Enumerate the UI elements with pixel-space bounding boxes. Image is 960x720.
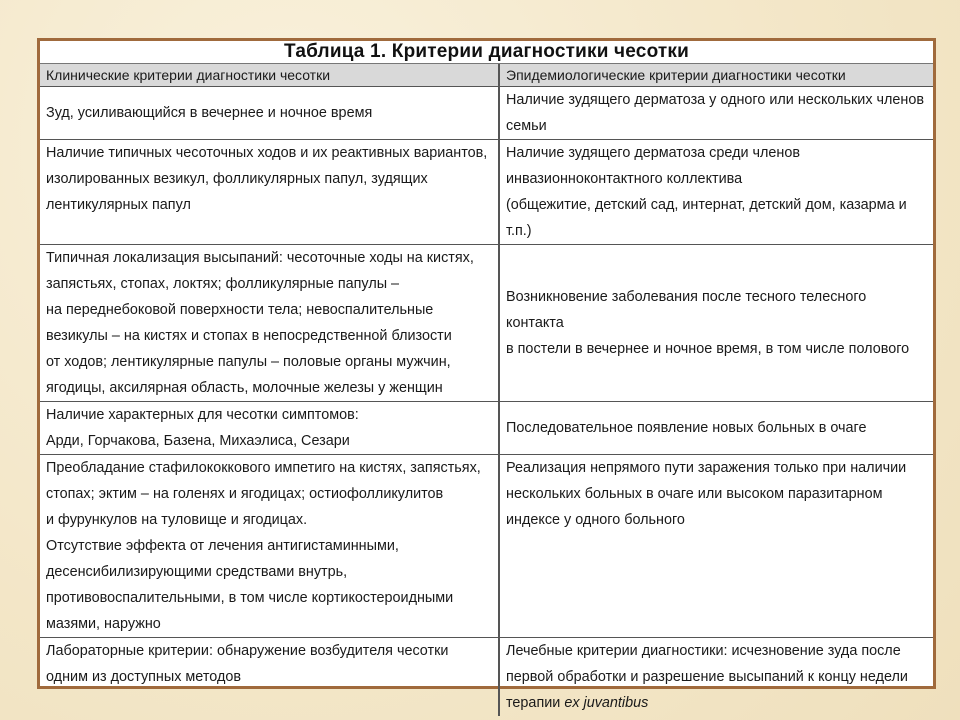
table-row [40, 140, 933, 245]
clinical-cell: Наличие характерных для чесотки симптомов: Арди, Горчакова, Базена, Михаэлиса, Сезари [40, 402, 499, 455]
clinical-cell: Зуд, усиливающийся в вечернее и ночное время [40, 87, 499, 140]
header-clinical: Клинические критерии диагностики чесотки [40, 64, 499, 87]
table-row [40, 638, 933, 717]
table-row [40, 245, 933, 402]
ex-juvantibus-text: ex juvantibus [564, 695, 649, 711]
criteria-table [40, 64, 933, 716]
clinical-cell: Лабораторные критерии: обнаружение возбудителя чесотки одним из доступных методов [40, 638, 499, 717]
treatment-criteria-text: Лечебные критерии диагностики: исчезновение зуда после первой обработки и разрешение высыпаний к концу недели терапии [506, 643, 908, 711]
table-row [40, 402, 933, 455]
epidemiological-cell: Наличие зудящего дерматоза среди членов инвазионноконтактного коллектива (общежитие, детский сад, интернат, детский дом, казарма и т.п.) [499, 140, 933, 245]
table-row [40, 455, 933, 638]
epidemiological-cell: Реализация непрямого пути заражения только при наличии нескольких больных в очаге или высоком паразитарном индексе у одного больного [499, 455, 933, 638]
header-epidemiological: Эпидемиологические критерии диагностики чесотки [499, 64, 933, 87]
epidemiological-cell [499, 638, 933, 717]
clinical-cell: Типичная локализация высыпаний: чесоточные ходы на кистях, запястьях, стопах, локтях; фолликулярные папулы – на переднебоковой поверхности тела; невоспалительные везикулы – на кистях и стопах в непосредственной близости от ходов; лентикулярные папулы – половые органы мужчин, ягодицы, аксилярная область, молочные железы у женщин [40, 245, 499, 402]
epidemiological-cell: Возникновение заболевания после тесного телесного контакта в постели в вечернее и ночное время, в том числе полового [499, 245, 933, 402]
clinical-cell: Наличие типичных чесоточных ходов и их реактивных вариантов, изолированных везикул, фолликулярных папул, зудящих лентикулярных папул [40, 140, 499, 245]
epidemiological-cell: Последовательное появление новых больных в очаге [499, 402, 933, 455]
epidemiological-cell: Наличие зудящего дерматоза у одного или нескольких членов семьи [499, 87, 933, 140]
criteria-table-frame [37, 38, 936, 711]
header-row [40, 64, 933, 87]
table-title: Таблица 1. Критерии диагностики чесотки [40, 41, 933, 64]
clinical-cell: Преобладание стафилококкового импетиго на кистях, запястьях, стопах; эктим – на голенях и ягодицах; остиофолликулитов и фурункулов на туловище и ягодицах. Отсутствие эффекта от лечения антигистаминными, десенсибилизирующими средствами внутрь, противовоспалительными, в том числе кортикостероидными мазями, наружно [40, 455, 499, 638]
table-row [40, 87, 933, 140]
